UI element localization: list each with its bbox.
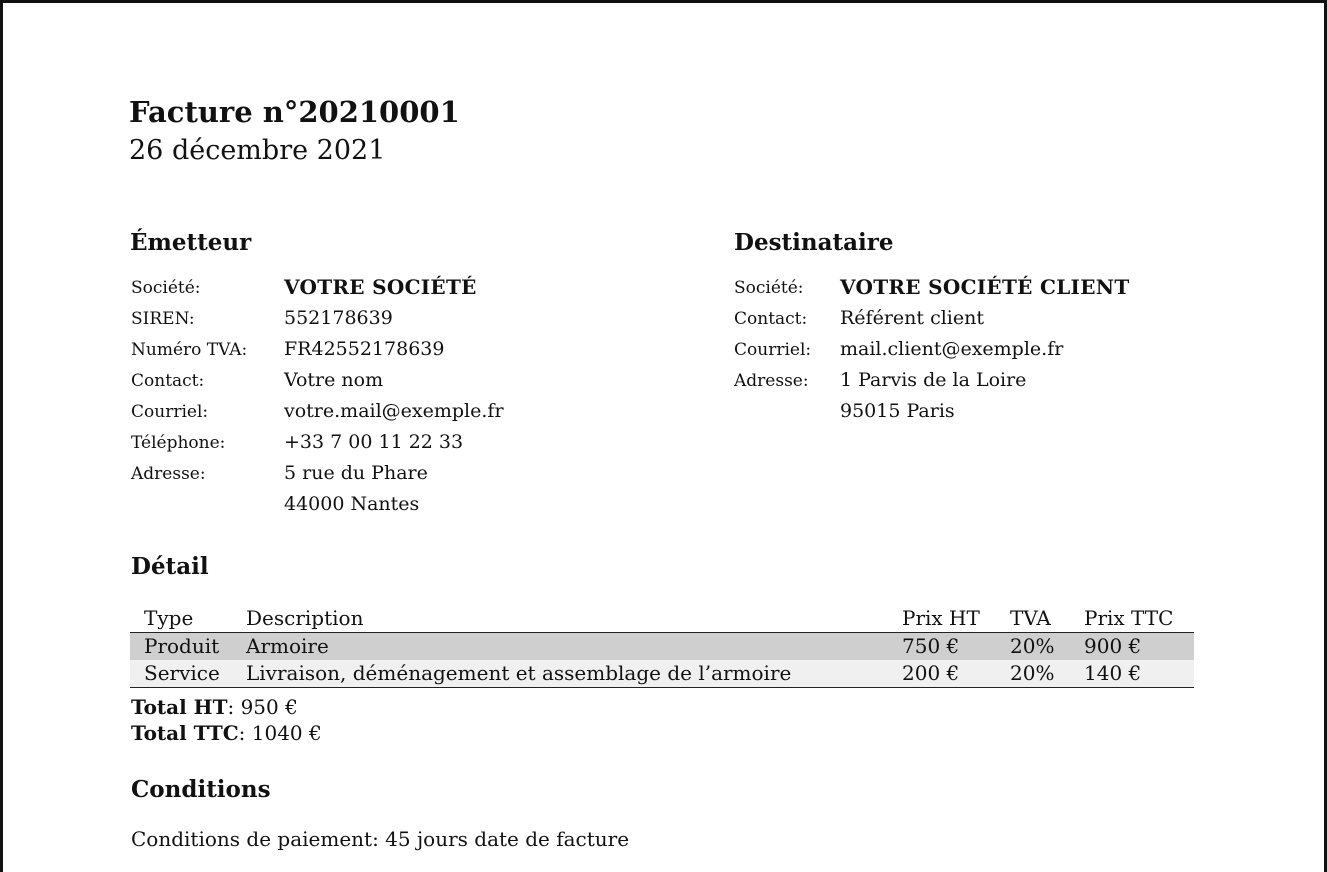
total-ht-label: Total HT (131, 695, 228, 719)
cell-prix-ht: 200 € (888, 660, 996, 688)
total-ht-value: : 950 € (227, 695, 298, 719)
cell-description: Armoire (246, 634, 329, 658)
table-row (130, 633, 1194, 661)
destinataire-label: Adresse: (734, 371, 809, 391)
conditions-text: Conditions de paiement: 45 jours date de facture (131, 827, 630, 851)
destinataire-label: Société: (734, 278, 804, 298)
total-ttc (131, 721, 322, 745)
column-header: Prix TTC (1070, 605, 1194, 633)
invoice-title: Facture n°20210001 (129, 95, 460, 129)
destinataire-value: 95015 Paris (840, 400, 955, 422)
cell-tva: 20% (996, 660, 1070, 688)
emetteur-label: Numéro TVA: (131, 340, 248, 360)
table-header-row (130, 605, 1194, 633)
cell-prix-ttc: 900 € (1084, 634, 1142, 658)
emetteur-value: 5 rue du Phare (284, 462, 428, 484)
destinataire-value: mail.client@exemple.fr (840, 338, 1064, 360)
detail-heading: Détail (131, 553, 209, 580)
cell-description: Livraison, déménagement et assemblage de l’armoire (232, 660, 888, 688)
emetteur-label: SIREN: (131, 309, 195, 329)
emetteur-value: VOTRE SOCIÉTÉ (284, 275, 477, 299)
destinataire-heading: Destinataire (734, 229, 894, 256)
emetteur-label: Contact: (131, 371, 205, 391)
emetteur-label: Téléphone: (131, 433, 226, 453)
column-header: TVA (996, 605, 1070, 633)
cell-type: Service (130, 660, 232, 688)
column-header: Type (130, 605, 232, 633)
emetteur-label: Courriel: (131, 402, 209, 422)
cell-tva: 20% (1010, 634, 1055, 658)
total-ttc-value: : 1040 € (238, 721, 322, 745)
emetteur-heading: Émetteur (130, 229, 252, 256)
column-header: Description (232, 605, 888, 633)
emetteur-label: Adresse: (131, 464, 206, 484)
emetteur-value: +33 7 00 11 22 33 (284, 431, 464, 453)
emetteur-value: votre.mail@exemple.fr (284, 400, 504, 422)
table-row (130, 660, 1194, 688)
destinataire-label: Courriel: (734, 340, 812, 360)
invoice-date: 26 décembre 2021 (129, 135, 386, 166)
emetteur-value: Votre nom (284, 369, 384, 391)
detail-table (130, 605, 1194, 688)
total-ttc-label: Total TTC (131, 721, 239, 745)
destinataire-value: VOTRE SOCIÉTÉ CLIENT (840, 275, 1130, 299)
total-ht (131, 695, 298, 719)
column-header: Prix HT (888, 605, 996, 633)
cell-prix-ht: 750 € (902, 634, 960, 658)
emetteur-label: Société: (131, 278, 201, 298)
emetteur-value: 44000 Nantes (284, 493, 420, 515)
emetteur-value: FR42552178639 (284, 338, 445, 360)
destinataire-value: 1 Parvis de la Loire (840, 369, 1027, 391)
cell-prix-ttc: 140 € (1070, 660, 1194, 688)
cell-type: Produit (144, 634, 220, 658)
conditions-heading: Conditions (131, 776, 271, 803)
destinataire-value: Référent client (840, 307, 984, 329)
destinataire-label: Contact: (734, 309, 808, 329)
emetteur-value: 552178639 (284, 307, 393, 329)
